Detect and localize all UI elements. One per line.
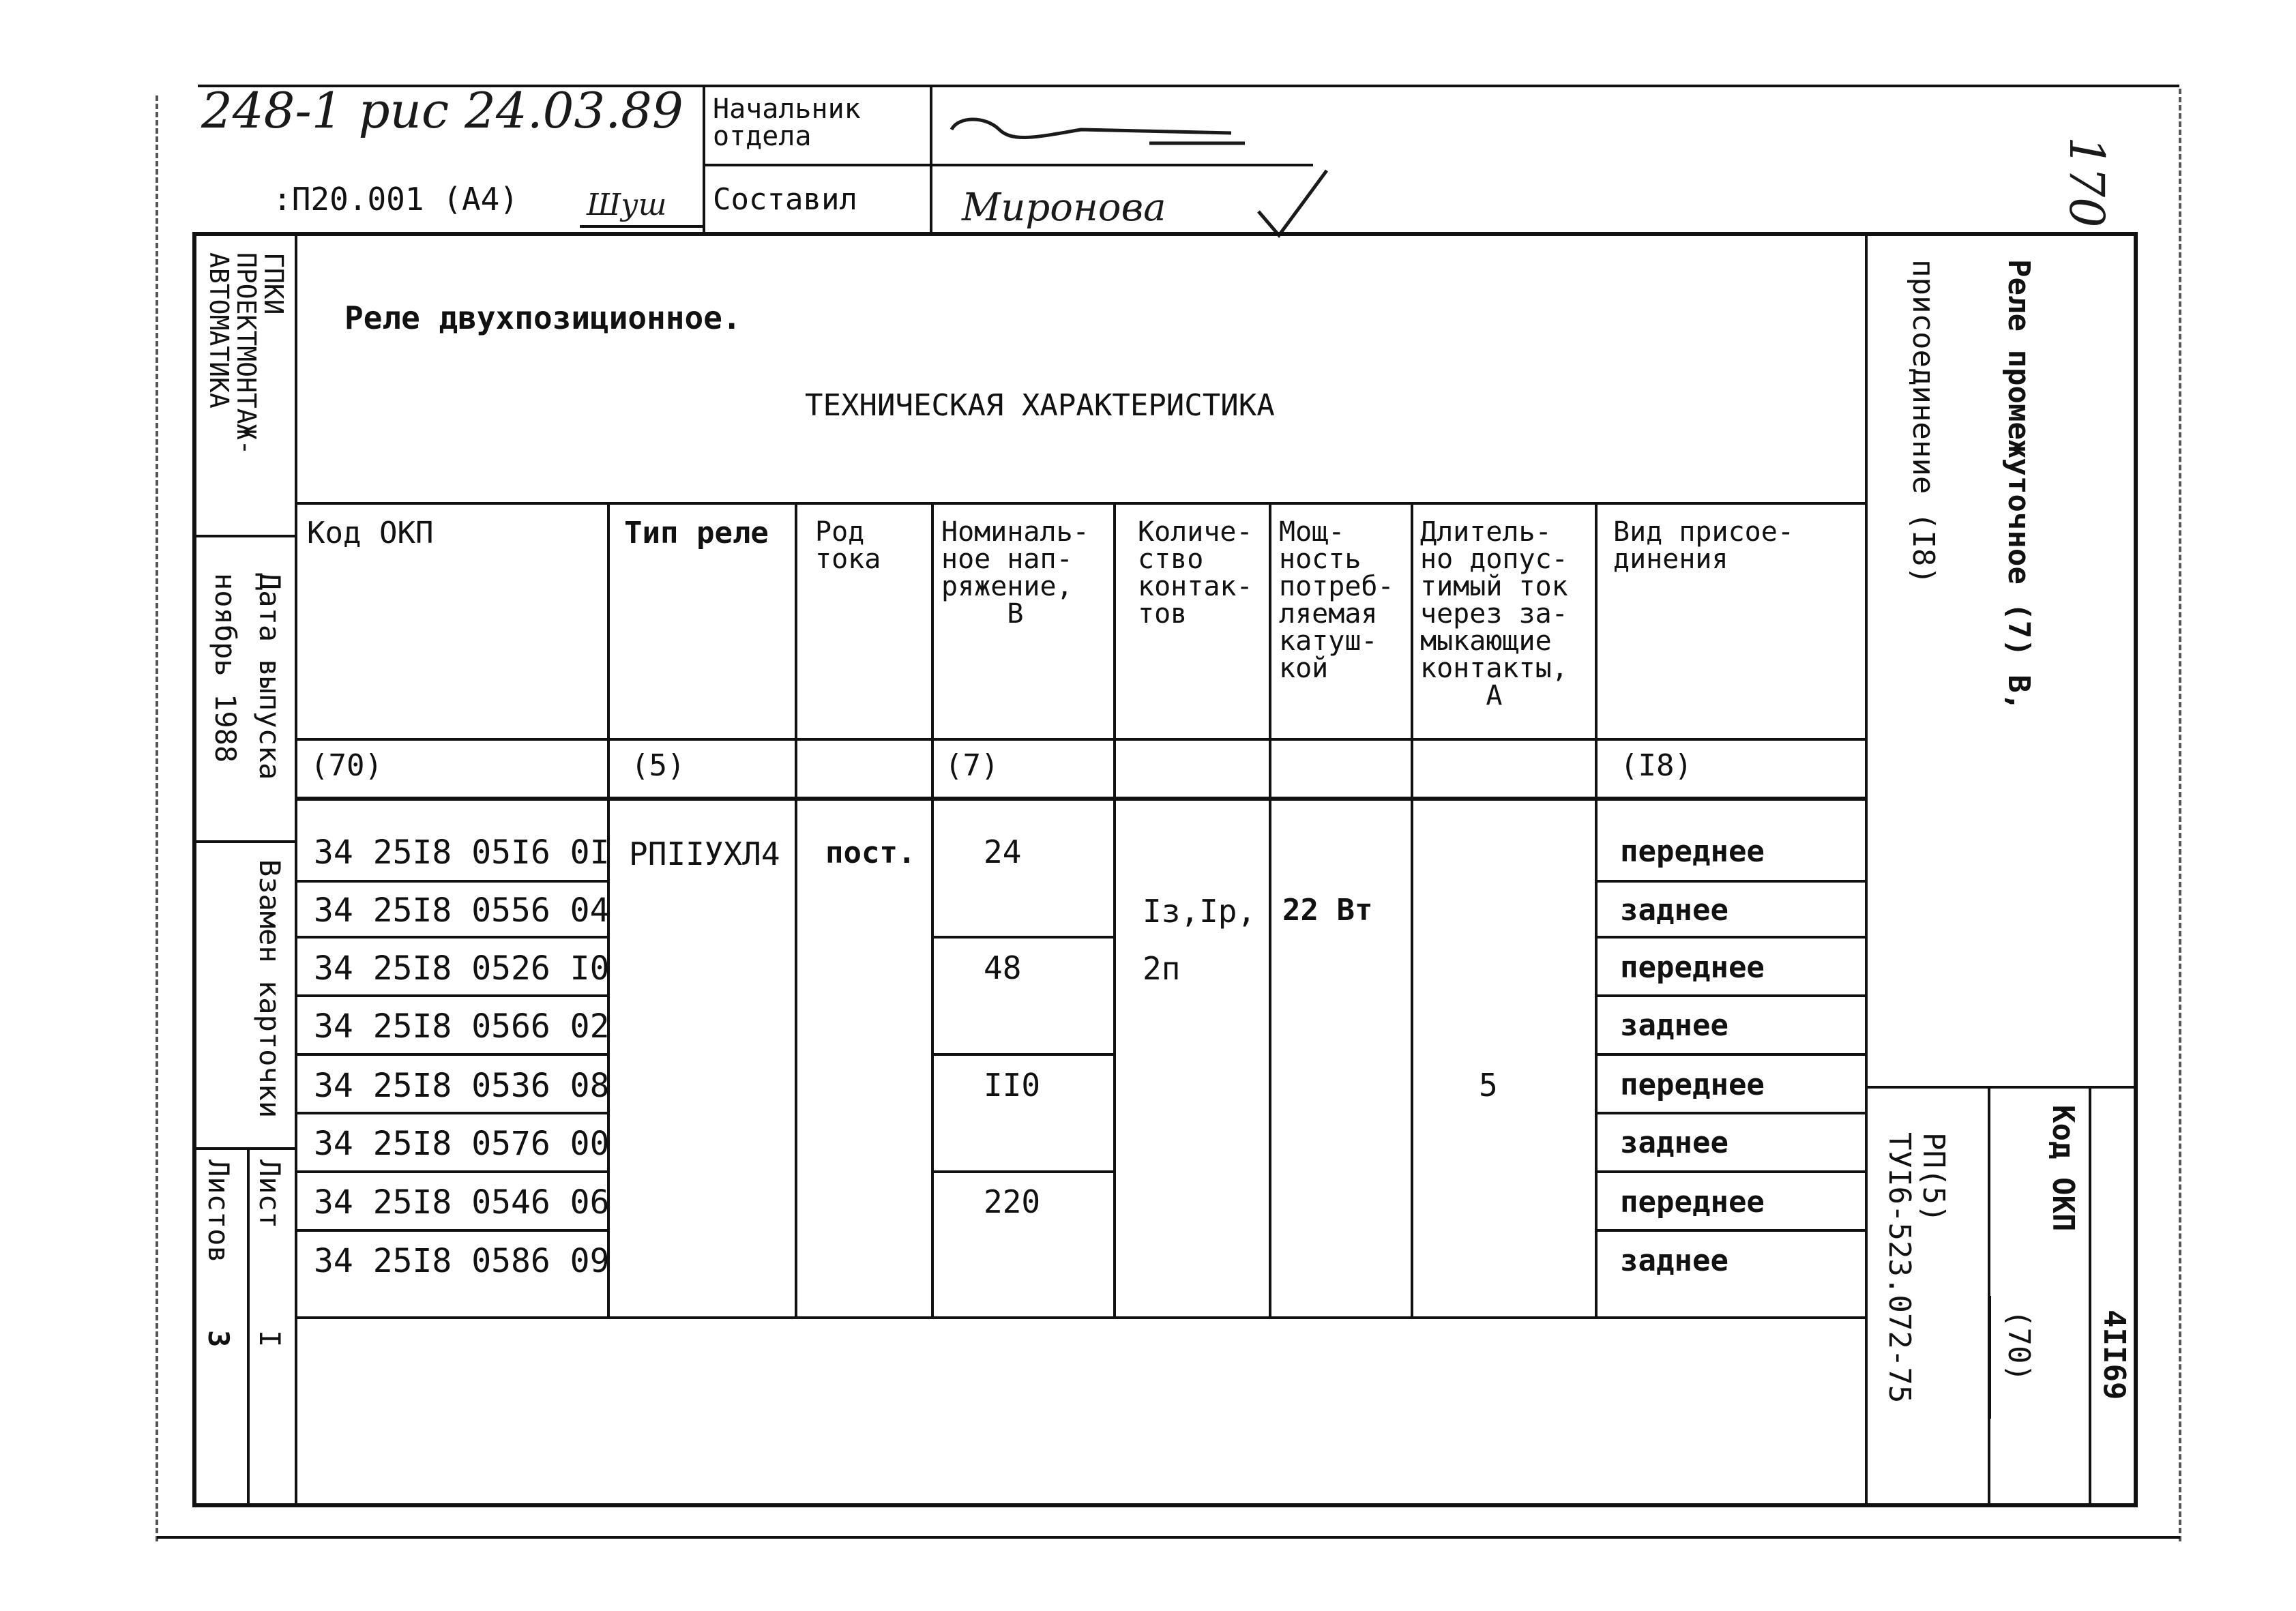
table-top-line <box>296 502 1865 505</box>
bottom-border-line <box>157 1536 2180 1539</box>
compiled-by-signature: Миронова <box>962 186 1166 230</box>
left-strip-line-1 <box>194 535 296 537</box>
voltage-value: 220 <box>984 1183 1041 1220</box>
kod-row-sep-6 <box>296 1170 607 1173</box>
code-number: 4II69 <box>2097 1310 2132 1400</box>
standard-number: ТУI6-523.072-75 <box>1882 1132 1917 1404</box>
power-value: 22 Вт <box>1282 893 1373 928</box>
issue-label: Дата выпуска <box>253 573 286 780</box>
sheet-divider <box>247 1149 250 1506</box>
code-ref-vid: (I8) <box>1620 748 1692 783</box>
sheet-value: I <box>253 1330 286 1348</box>
volt-sep-3 <box>931 1170 1113 1173</box>
vid-row-sep-2 <box>1595 936 1865 938</box>
right-dashed-border <box>2179 89 2181 1541</box>
kod-row-sep-2 <box>296 936 607 938</box>
col-line-3 <box>931 503 934 1316</box>
header-tip-rele: Тип реле <box>624 516 769 550</box>
col-line-5 <box>1269 503 1271 1316</box>
current-type-value: пост. <box>825 836 916 870</box>
table-row-attachment: заднее <box>1620 893 1728 928</box>
table-row-attachment: переднее <box>1620 1067 1765 1102</box>
table-row-code: 34 25I8 0556 04 <box>314 891 610 930</box>
org-name: ГПКИ ПРОЕКТМОНТАЖ- АВТОМАТИКА <box>204 252 289 456</box>
left-dashed-border <box>156 95 158 1541</box>
table-bottom-line <box>296 1316 1865 1319</box>
volt-sep-2 <box>931 1053 1113 1056</box>
right-panel-line <box>1866 1086 2136 1089</box>
code-ref-tip: (5) <box>631 748 686 783</box>
vid-row-sep-4 <box>1595 1053 1865 1056</box>
page-number-text: 170 <box>2059 136 2115 228</box>
table-row-attachment: заднее <box>1620 1125 1728 1160</box>
table-row-code: 34 25I8 0526 I0 <box>314 949 610 988</box>
table-row-code: 34 25I8 05I6 0I <box>314 833 610 872</box>
stamp-divider-2 <box>930 86 932 236</box>
code-ref-underline <box>1988 1296 1991 1419</box>
sheets-value: 3 <box>202 1330 235 1348</box>
vid-row-sep-6 <box>1595 1170 1865 1173</box>
header-current-limit: Длитель- но допус- тимый ток через за- мыкающие контакты, А <box>1420 516 1568 711</box>
col-line-6 <box>1411 503 1413 1316</box>
kod-row-sep-4 <box>296 1053 607 1056</box>
form-code: :П20.001 (А4) <box>273 181 519 218</box>
col-line-4 <box>1113 503 1116 1316</box>
table-row-attachment: переднее <box>1620 1185 1765 1220</box>
compiled-label: Составил <box>713 182 857 217</box>
header-nominal-voltage: Номиналь- ное нап- ряжение, В <box>941 516 1089 630</box>
header-contact-count: Количе- ство контак- тов <box>1138 516 1253 630</box>
stamp-middle-line <box>703 164 1313 166</box>
vid-row-sep-7 <box>1595 1229 1865 1232</box>
stamp-divider-1 <box>703 86 705 236</box>
relay-type-value: РПIIУХЛ4 <box>629 836 780 872</box>
table-row-code: 34 25I8 0586 09 <box>314 1242 610 1280</box>
code-okp-ref: (70) <box>2001 1310 2036 1382</box>
col-line-2 <box>795 503 797 1316</box>
volt-sep-1 <box>931 936 1113 938</box>
right-panel-divider <box>1865 233 1868 1506</box>
left-strip-line-2 <box>194 840 296 843</box>
chief-label: Начальник отдела <box>713 93 861 152</box>
vid-row-sep-5 <box>1595 1112 1865 1114</box>
table-row-attachment: переднее <box>1620 834 1765 869</box>
relay-description: Реле промежуточное (7) В, <box>2001 259 2036 711</box>
replace-label: Взамен карточки <box>253 859 286 1119</box>
chief-signature <box>945 102 1259 157</box>
voltage-value: 24 <box>984 833 1022 870</box>
header-kod-okp: Код ОКП <box>307 516 434 550</box>
header-coil-power: Мощ- ность потреб- ляемая катуш- кой <box>1279 516 1394 684</box>
voltage-value: II0 <box>984 1067 1041 1104</box>
vid-row-sep-3 <box>1595 994 1865 997</box>
kod-row-sep-1 <box>296 880 607 883</box>
table-row-code: 34 25I8 0536 08 <box>314 1067 610 1105</box>
table-row-attachment: заднее <box>1620 1008 1728 1043</box>
kod-row-sep-3 <box>296 994 607 997</box>
table-row-code: 34 25I8 0566 02 <box>314 1007 610 1046</box>
stamp-underline <box>580 225 703 228</box>
contacts-value-line1: Iз,Iр, <box>1143 893 1256 930</box>
issue-date: ноябрь 1988 <box>209 573 242 763</box>
subtitle: Реле двухпозиционное. <box>344 299 741 336</box>
code-ref-nom: (7) <box>945 748 999 783</box>
small-signature: Шуш <box>587 188 667 222</box>
code-okp-label: Код ОКП <box>2046 1105 2080 1232</box>
attachment-description: присоединение (I8) <box>1906 259 1941 585</box>
page-title: ТЕХНИЧЕСКАЯ ХАРАКТЕРИСТИКА <box>805 388 1275 423</box>
header-rod-toka: Род тока <box>815 516 881 575</box>
col-line-7 <box>1595 503 1598 1316</box>
kod-row-sep-7 <box>296 1229 607 1232</box>
page-number <box>2059 136 2115 228</box>
left-strip-line-3 <box>194 1147 296 1150</box>
vid-row-sep-1 <box>1595 880 1865 883</box>
sheet-label: Лист <box>253 1159 286 1229</box>
table-row-attachment: заднее <box>1620 1243 1728 1278</box>
table-header-line <box>296 738 1865 741</box>
right-panel-vdiv-2 <box>2089 1087 2091 1506</box>
table-row-code: 34 25I8 0576 00 <box>314 1125 610 1163</box>
sheets-label: Листов <box>202 1159 235 1263</box>
voltage-value: 48 <box>984 949 1022 986</box>
table-row-attachment: переднее <box>1620 950 1765 985</box>
left-strip-divider <box>295 233 297 1506</box>
current-limit-value: 5 <box>1479 1067 1498 1104</box>
handwritten-reference: 248-1 рис 24.03.89 <box>201 82 683 139</box>
kod-row-sep-5 <box>296 1112 607 1114</box>
code-ref-kod: (70) <box>310 748 383 783</box>
table-row-code: 34 25I8 0546 06 <box>314 1183 610 1222</box>
header-attachment-type: Вид присое- динения <box>1613 516 1794 575</box>
table-codes-line <box>296 797 1865 801</box>
type-reference: РП(5) <box>1916 1132 1951 1223</box>
contacts-value-line2: 2п <box>1143 950 1181 987</box>
